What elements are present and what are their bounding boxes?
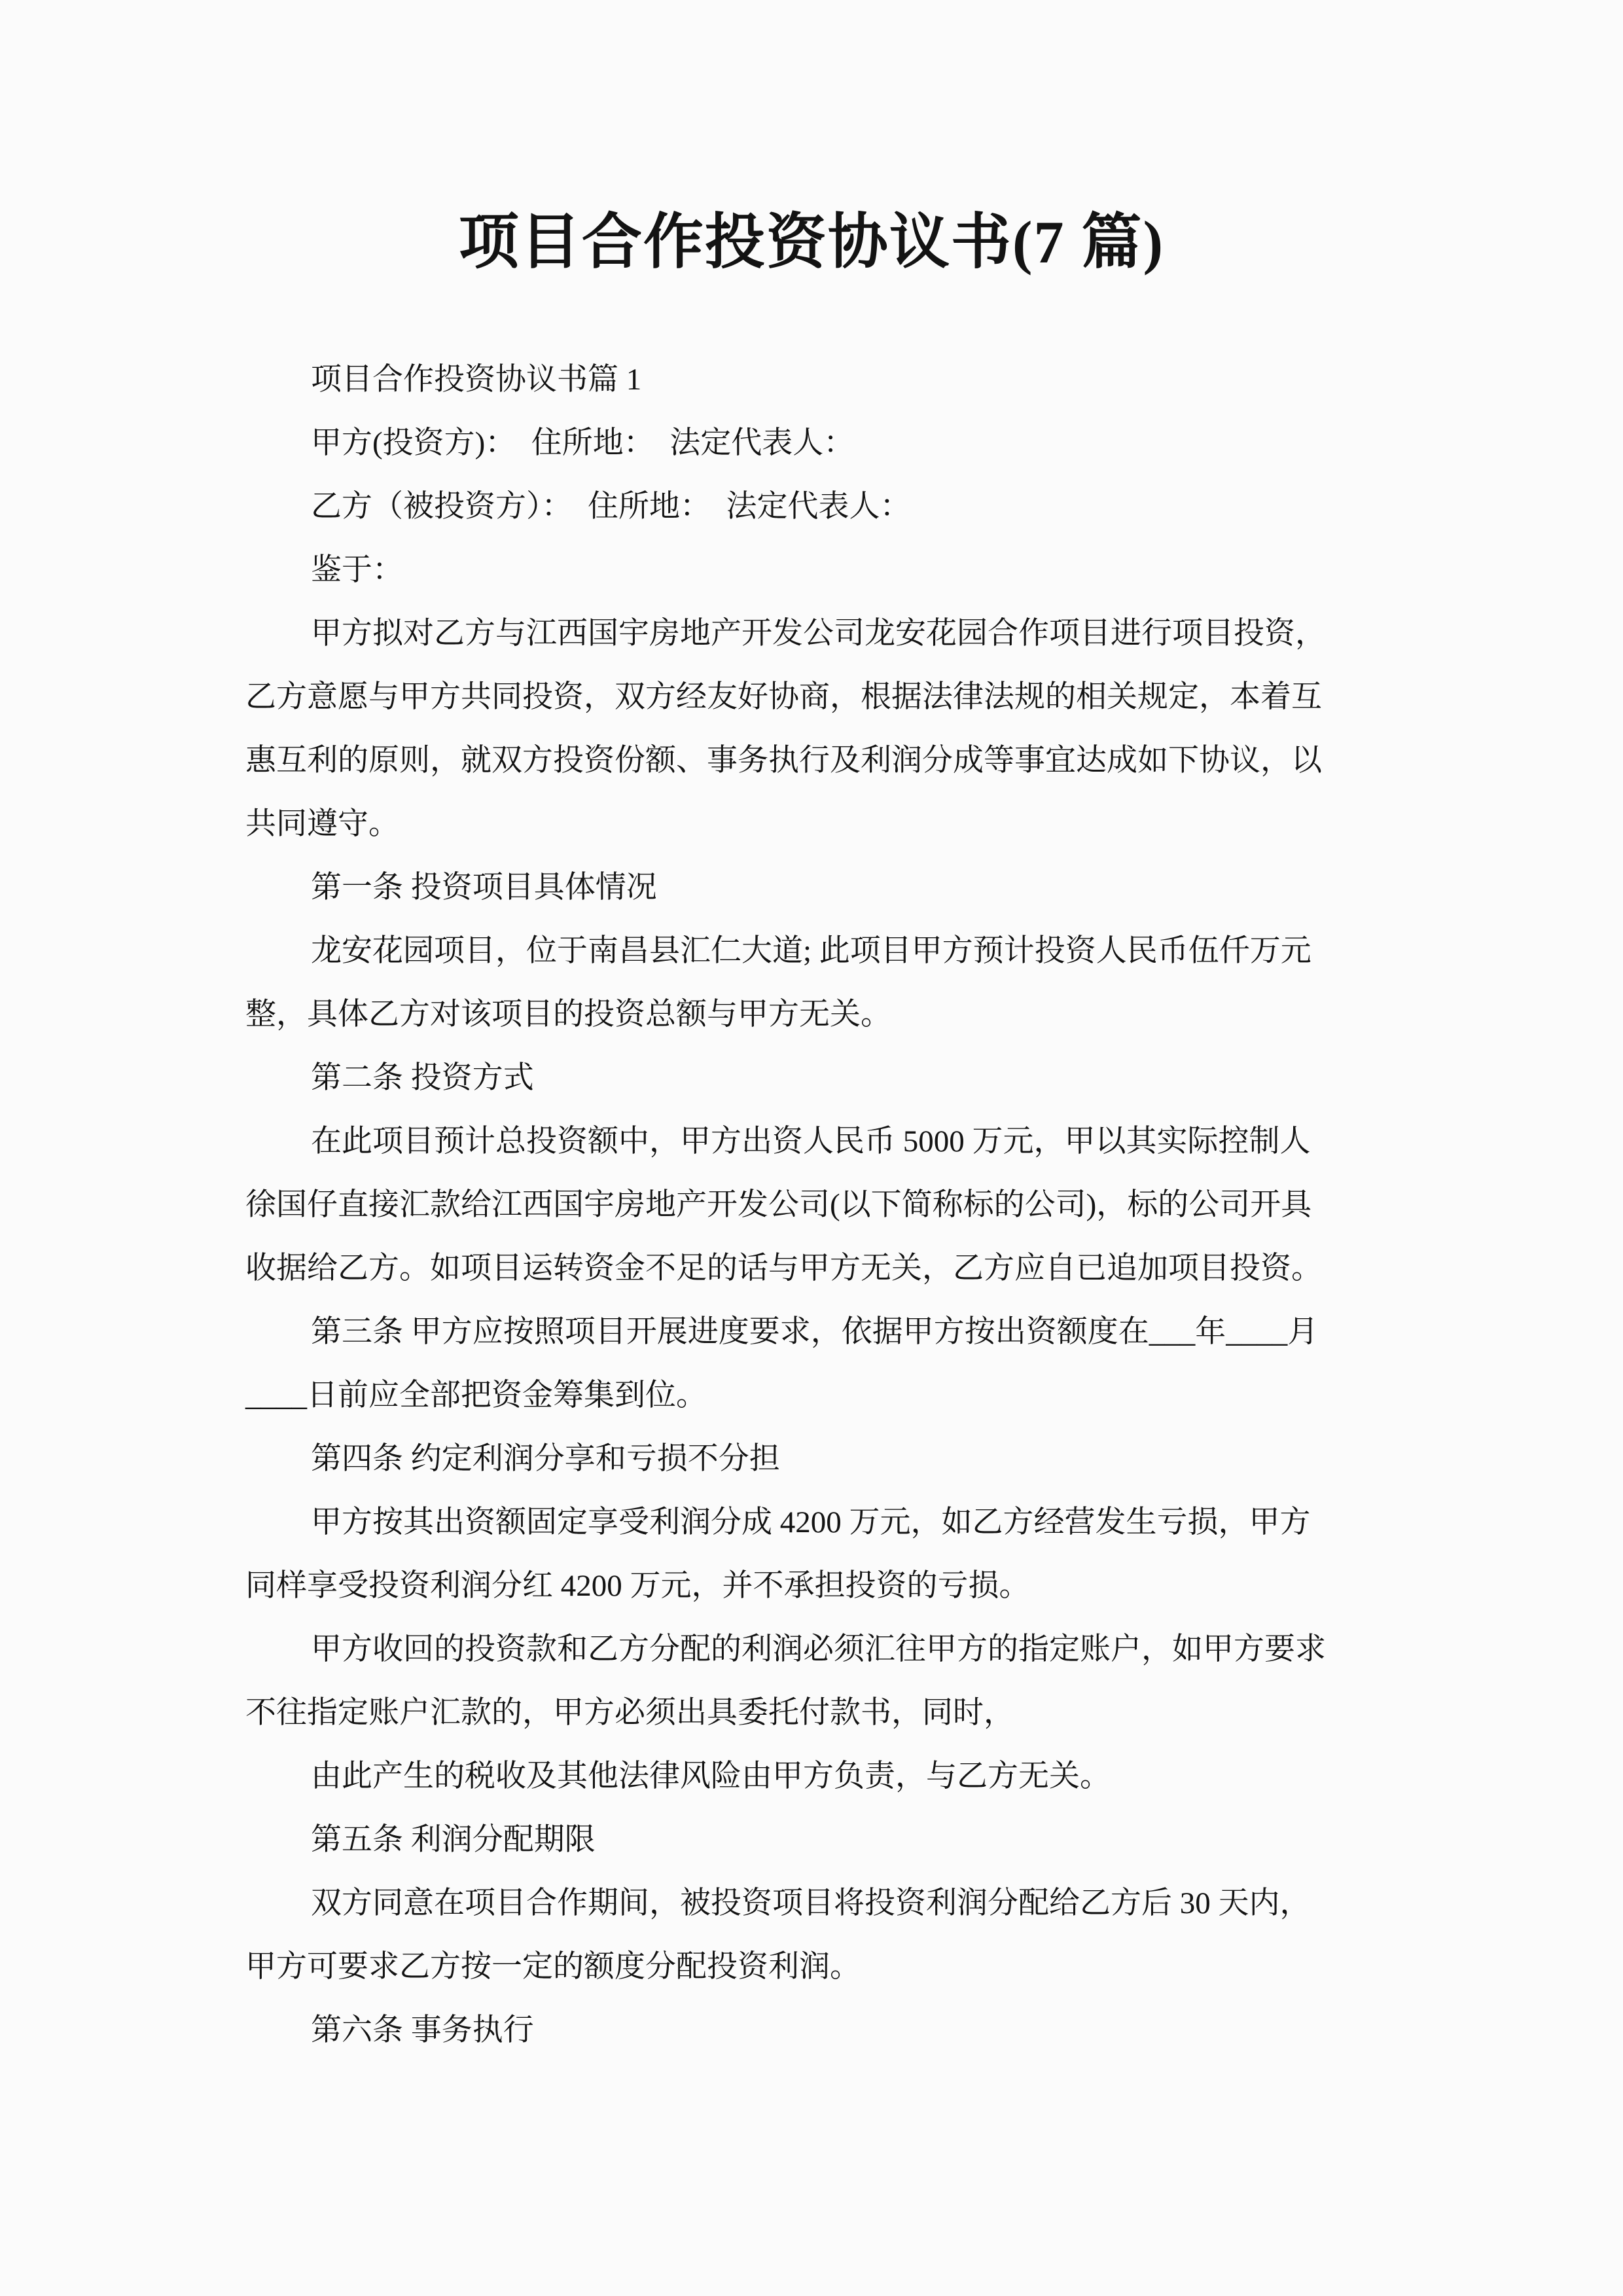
text-line: 鉴于：	[311, 553, 403, 587]
text-line: 乙方意愿与甲方共同投资，双方经友好协商，根据法律法规的相关规定，本着互	[245, 680, 1322, 714]
text-line: 第五条 利润分配期限	[311, 1823, 596, 1857]
text-line: 由此产生的税收及其他法律风险由甲方负责，与乙方无关。	[311, 1759, 1111, 1793]
document-body	[245, 348, 1417, 2062]
text-line: 第一条 投资项目具体情况	[311, 870, 657, 905]
text-line: 第三条 甲方应按照项目开展进度要求，依据甲方按出资额度在___年____月	[311, 1315, 1319, 1349]
text-line: 第六条 事务执行	[311, 2013, 534, 2047]
text-line: ____日前应全部把资金筹集到位。	[245, 1378, 707, 1412]
text-line: 不往指定账户汇款的，甲方必须出具委托付款书，同时，	[245, 1696, 1014, 1730]
text-line: 甲方拟对乙方与江西国宇房地产开发公司龙安花园合作项目进行项目投资，	[311, 617, 1326, 651]
text-line: 同样享受投资利润分红 4200 万元，并不承担投资的亏损。	[245, 1569, 1030, 1603]
text-line: 甲方按其出资额固定享受利润分成 4200 万元，如乙方经营发生亏损，甲方	[311, 1505, 1311, 1539]
text-line: 收据给乙方。如项目运转资金不足的话与甲方无关，乙方应自已追加项目投资。	[245, 1251, 1322, 1285]
text-line: 徐国仔直接汇款给江西国宇房地产开发公司(以下简称标的公司)，标的公司开具	[245, 1188, 1312, 1222]
text-line: 在此项目预计总投资额中，甲方出资人民币 5000 万元，甲以其实际控制人	[311, 1124, 1311, 1158]
text-line: 项目合作投资协议书篇 1	[311, 363, 642, 397]
text-line: 第二条 投资方式	[311, 1061, 534, 1095]
text-line: 惠互利的原则，就双方投资份额、事务执行及利润分成等事宜达成如下协议，以	[245, 744, 1322, 778]
text-line: 甲方收回的投资款和乙方分配的利润必须汇往甲方的指定账户，如甲方要求	[311, 1632, 1326, 1666]
text-line: 双方同意在项目合作期间，被投资项目将投资利润分配给乙方后 30 天内，	[311, 1886, 1311, 1920]
text-line: 甲方可要求乙方按一定的额度分配投资利润。	[245, 1950, 861, 1984]
document-title: 项目合作投资协议书(7 篇)	[458, 209, 1165, 276]
text-line: 共同遵守。	[245, 807, 399, 841]
text-line: 乙方（被投资方）： 住所地： 法定代表人：	[311, 490, 911, 524]
text-line: 龙安花园项目，位于南昌县汇仁大道; 此项目甲方预计投资人民币伍仟万元	[311, 934, 1311, 968]
text-line: 第四条 约定利润分享和亏损不分担	[311, 1442, 780, 1476]
text-line: 整，具体乙方对该项目的投资总额与甲方无关。	[245, 997, 891, 1031]
text-line: 甲方(投资方)： 住所地： 法定代表人：	[311, 426, 855, 460]
